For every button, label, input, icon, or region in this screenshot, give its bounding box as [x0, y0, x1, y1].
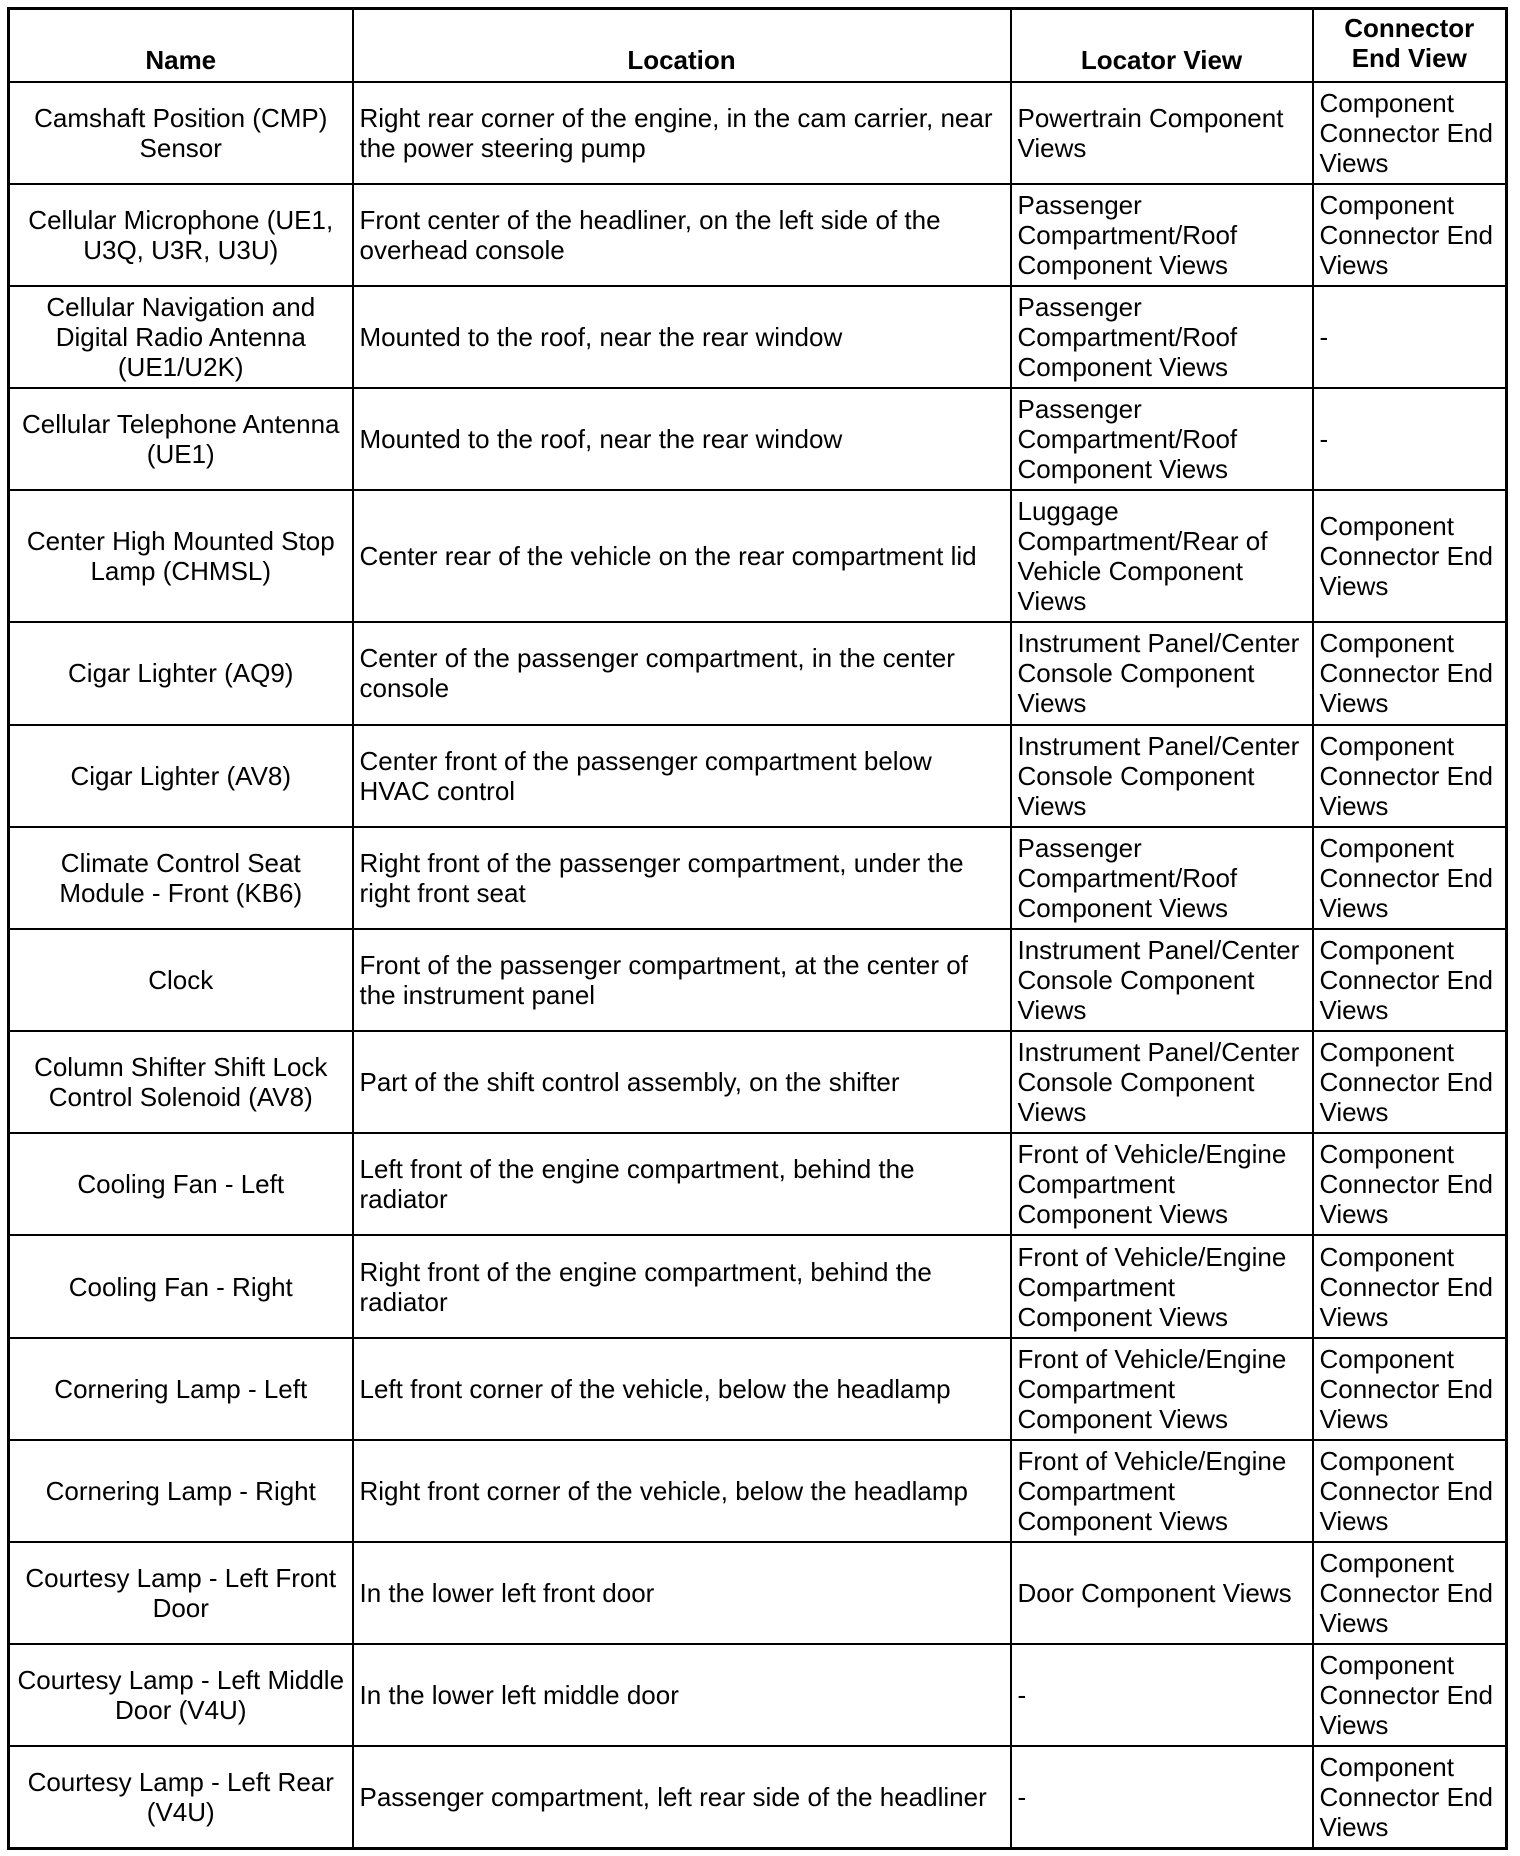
cell-name: Clock: [9, 929, 353, 1031]
header-row: [9, 9, 1507, 82]
cell-location: Center rear of the vehicle on the rear compartment lid: [353, 490, 1011, 622]
cell-locator-view: Instrument Panel/Center Console Component Views: [1011, 622, 1313, 724]
cell-locator-view: Instrument Panel/Center Console Component Views: [1011, 725, 1313, 827]
table-row: [9, 1746, 1507, 1848]
table-row: [9, 388, 1507, 490]
cell-connector-end-view: Component Connector End Views: [1313, 1235, 1507, 1337]
cell-locator-view: Front of Vehicle/Engine Compartment Component Views: [1011, 1235, 1313, 1337]
cell-location: Right front of the passenger compartment, under the right front seat: [353, 827, 1011, 929]
table-row: [9, 827, 1507, 929]
cell-location: Left front corner of the vehicle, below the headlamp: [353, 1338, 1011, 1440]
cell-connector-end-view: -: [1313, 388, 1507, 490]
cell-locator-view: Luggage Compartment/Rear of Vehicle Component Views: [1011, 490, 1313, 622]
table-row: [9, 1542, 1507, 1644]
cell-name: Cigar Lighter (AV8): [9, 725, 353, 827]
cell-connector-end-view: Component Connector End Views: [1313, 490, 1507, 622]
cell-name: Courtesy Lamp - Left Middle Door (V4U): [9, 1644, 353, 1746]
cell-locator-view: Instrument Panel/Center Console Component Views: [1011, 929, 1313, 1031]
cell-name: Cooling Fan - Right: [9, 1235, 353, 1337]
cell-name: Center High Mounted Stop Lamp (CHMSL): [9, 490, 353, 622]
cell-connector-end-view: Component Connector End Views: [1313, 1746, 1507, 1848]
header-name: Name: [9, 9, 353, 82]
cell-name: Cooling Fan - Left: [9, 1133, 353, 1235]
cell-connector-end-view: Component Connector End Views: [1313, 82, 1507, 184]
cell-connector-end-view: Component Connector End Views: [1313, 1031, 1507, 1133]
table-row: [9, 490, 1507, 622]
cell-connector-end-view: Component Connector End Views: [1313, 184, 1507, 286]
cell-connector-end-view: Component Connector End Views: [1313, 1338, 1507, 1440]
cell-name: Cornering Lamp - Right: [9, 1440, 353, 1542]
cell-name: Cellular Microphone (UE1, U3Q, U3R, U3U): [9, 184, 353, 286]
cell-locator-view: -: [1011, 1746, 1313, 1848]
cell-locator-view: Door Component Views: [1011, 1542, 1313, 1644]
cell-connector-end-view: Component Connector End Views: [1313, 725, 1507, 827]
cell-locator-view: Front of Vehicle/Engine Compartment Component Views: [1011, 1133, 1313, 1235]
cell-location: In the lower left middle door: [353, 1644, 1011, 1746]
cell-location: Center front of the passenger compartment below HVAC control: [353, 725, 1011, 827]
cell-locator-view: Passenger Compartment/Roof Component Views: [1011, 827, 1313, 929]
cell-name: Cellular Telephone Antenna (UE1): [9, 388, 353, 490]
cell-locator-view: Powertrain Component Views: [1011, 82, 1313, 184]
cell-location: Front of the passenger compartment, at the center of the instrument panel: [353, 929, 1011, 1031]
cell-location: Front center of the headliner, on the left side of the overhead console: [353, 184, 1011, 286]
table-row: [9, 1133, 1507, 1235]
header-location: Location: [353, 9, 1011, 82]
header-connector-end-view: Connector End View: [1313, 9, 1507, 82]
header-locator-view: Locator View: [1011, 9, 1313, 82]
cell-location: Passenger compartment, left rear side of the headliner: [353, 1746, 1011, 1848]
cell-connector-end-view: Component Connector End Views: [1313, 1440, 1507, 1542]
cell-name: Climate Control Seat Module - Front (KB6): [9, 827, 353, 929]
cell-location: Center of the passenger compartment, in the center console: [353, 622, 1011, 724]
cell-locator-view: Passenger Compartment/Roof Component Views: [1011, 184, 1313, 286]
cell-connector-end-view: Component Connector End Views: [1313, 1542, 1507, 1644]
component-locator-table: [7, 7, 1508, 1850]
cell-locator-view: Instrument Panel/Center Console Component Views: [1011, 1031, 1313, 1133]
table-row: [9, 82, 1507, 184]
cell-locator-view: -: [1011, 1644, 1313, 1746]
cell-locator-view: Front of Vehicle/Engine Compartment Component Views: [1011, 1440, 1313, 1542]
cell-name: Cigar Lighter (AQ9): [9, 622, 353, 724]
cell-connector-end-view: Component Connector End Views: [1313, 1644, 1507, 1746]
cell-connector-end-view: Component Connector End Views: [1313, 827, 1507, 929]
cell-connector-end-view: Component Connector End Views: [1313, 929, 1507, 1031]
table-row: [9, 1031, 1507, 1133]
cell-location: Mounted to the roof, near the rear window: [353, 286, 1011, 388]
table-row: [9, 184, 1507, 286]
cell-connector-end-view: Component Connector End Views: [1313, 622, 1507, 724]
cell-location: Mounted to the roof, near the rear window: [353, 388, 1011, 490]
cell-location: In the lower left front door: [353, 1542, 1011, 1644]
cell-name: Courtesy Lamp - Left Rear (V4U): [9, 1746, 353, 1848]
cell-name: Cornering Lamp - Left: [9, 1338, 353, 1440]
cell-connector-end-view: Component Connector End Views: [1313, 1133, 1507, 1235]
table-row: [9, 1644, 1507, 1746]
cell-location: Left front of the engine compartment, behind the radiator: [353, 1133, 1011, 1235]
table-row: [9, 1235, 1507, 1337]
table-row: [9, 929, 1507, 1031]
table-row: [9, 1338, 1507, 1440]
cell-location: Right front corner of the vehicle, below the headlamp: [353, 1440, 1011, 1542]
cell-name: Cellular Navigation and Digital Radio Antenna (UE1/U2K): [9, 286, 353, 388]
cell-locator-view: Passenger Compartment/Roof Component Views: [1011, 286, 1313, 388]
cell-locator-view: Front of Vehicle/Engine Compartment Component Views: [1011, 1338, 1313, 1440]
cell-name: Courtesy Lamp - Left Front Door: [9, 1542, 353, 1644]
cell-name: Column Shifter Shift Lock Control Solenoid (AV8): [9, 1031, 353, 1133]
cell-location: Right front of the engine compartment, behind the radiator: [353, 1235, 1011, 1337]
cell-name: Camshaft Position (CMP) Sensor: [9, 82, 353, 184]
cell-connector-end-view: -: [1313, 286, 1507, 388]
cell-location: Right rear corner of the engine, in the cam carrier, near the power steering pump: [353, 82, 1011, 184]
table-row: [9, 622, 1507, 724]
table-row: [9, 286, 1507, 388]
cell-location: Part of the shift control assembly, on the shifter: [353, 1031, 1011, 1133]
table-row: [9, 725, 1507, 827]
cell-locator-view: Passenger Compartment/Roof Component Views: [1011, 388, 1313, 490]
table-row: [9, 1440, 1507, 1542]
